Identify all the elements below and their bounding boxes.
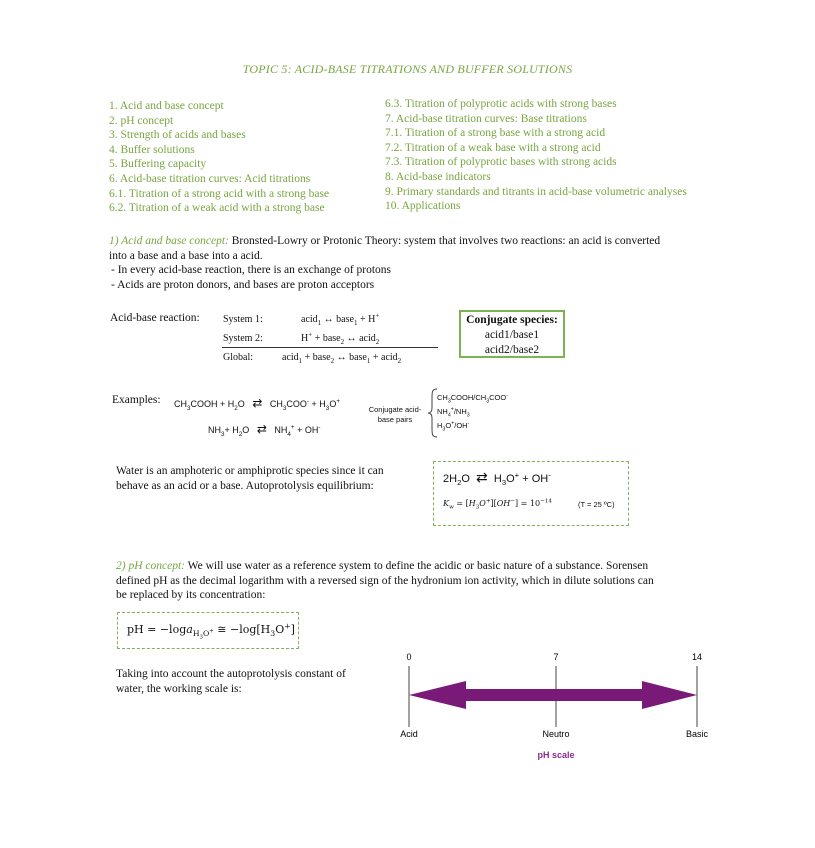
- toc-item[interactable]: 7.1. Titration of a strong base with a strong acid: [385, 127, 606, 140]
- section-acid-base-concept: [109, 234, 749, 292]
- section-ph-concept: [116, 559, 736, 603]
- toc-item[interactable]: 6.3. Titration of polyprotic acids with strong bases: [385, 98, 617, 110]
- section-heading: 2) pH concept:: [116, 560, 185, 572]
- label-neutral: Neutro: [542, 729, 570, 739]
- tick-label-7: 7: [553, 652, 559, 662]
- label-basic: Basic: [685, 729, 709, 739]
- system2-label: System 2:: [223, 333, 263, 344]
- page-title: TOPIC 5: ACID-BASE TITRATIONS AND BUFFER SOLUTIONS: [242, 62, 573, 76]
- pair-item: $NH_4^+/NH_3$: [437, 406, 470, 419]
- toc-item[interactable]: 7.3. Titration of polyprotic bases with strong acids: [385, 156, 617, 169]
- toc-item[interactable]: 5. Buffering capacity: [109, 158, 207, 171]
- example-reaction-1: $CH_3COOH + H_2O$ ⇄ $CH_3COO^- + H_3O^+$: [174, 396, 341, 412]
- toc-right: [385, 97, 687, 214]
- toc-item[interactable]: 3. Strength of acids and bases: [109, 129, 246, 142]
- conjugate-species-box: [459, 310, 565, 358]
- conjugate-line: acid1/base1: [484, 329, 540, 341]
- label-acid: Acid: [400, 729, 418, 739]
- bullet-item: - In every acid-base reaction, there is an exchange of protons: [111, 264, 392, 277]
- example-reaction-2: $NH_3+ H_2O$ ⇄ $NH_4^+ + OH^-$: [208, 422, 321, 438]
- toc-item[interactable]: 9. Primary standards and titrants in acid-base volumetric analyses: [385, 185, 687, 198]
- toc-item[interactable]: 7. Acid-base titration curves: Base titrations: [385, 112, 587, 125]
- bullet-item: - Acids are proton donors, and bases are proton acceptors: [111, 278, 375, 291]
- toc-item[interactable]: 8. Acid-base indicators: [385, 170, 491, 183]
- reaction-label: Acid-base reaction:: [110, 312, 200, 324]
- section-text: defined pH as the decimal logarithm with a reversed sign of the hydronium ion activity, which in dilute solutions can: [116, 574, 654, 587]
- ph-scale-diagram: [380, 645, 720, 770]
- examples-label: Examples:: [112, 394, 161, 406]
- global-equation: acid$_1$ + base$_2$ ↔ base$_1$ + acid$_2$: [282, 352, 402, 365]
- toc-item[interactable]: 1. Acid and base concept: [109, 100, 224, 112]
- section-heading: 1) Acid and base concept:: [109, 235, 229, 247]
- conjugate-title: Conjugate species:: [466, 314, 558, 326]
- system2-equation: H+ + base$_2$ ↔ acid$_2$: [301, 330, 380, 346]
- water-paragraph: Water is an amphoteric or amphiprotic species since it can behave as an acid or a base. Autoprotolysis equilibrium:: [116, 465, 384, 492]
- toc-item[interactable]: 7.2. Titration of a weak base with a strong acid: [385, 141, 601, 154]
- system1-label: System 1:: [223, 314, 263, 325]
- toc-item[interactable]: 6.1. Titration of a strong acid with a strong base: [109, 187, 330, 200]
- kw-equation: $K_w = [H_3O^+][OH^-] = 10^{-14}$: [443, 498, 552, 511]
- toc-item[interactable]: 2. pH concept: [109, 114, 174, 127]
- autoprotolysis-equation: $2H_2O$ ⇄ $H_3O^+ + OH^-$: [443, 469, 551, 488]
- conjugate-pairs-label: Conjugate acid- base pairs: [368, 405, 422, 424]
- toc-item[interactable]: 6.2. Titration of a weak acid with a strong base: [109, 202, 325, 215]
- section-text: into a base and a base into a acid.: [109, 249, 263, 262]
- ph-scale-caption: pH scale: [537, 750, 575, 760]
- ph-definition-box: [117, 612, 299, 649]
- pair-item: $H_3O^+/OH^-$: [437, 420, 470, 433]
- conjugate-line: acid2/base2: [484, 344, 540, 356]
- conjugate-pairs-list: [437, 391, 508, 433]
- pair-item: $CH_3COOH/CH_3COO^-$: [437, 392, 508, 405]
- tick-label-0: 0: [406, 652, 412, 662]
- global-label: Global:: [223, 352, 253, 363]
- section-text: be replaced by its concentration:: [116, 589, 266, 602]
- ph-definition: pH = −loga$_{H_3O^+}$ ≅ $-\log[H_3O^+]$: [127, 621, 295, 641]
- system1-equation: acid$_1$ ↔ base$_1$ + H+: [301, 311, 380, 327]
- section-text: We will use water as a reference system to define the acidic or basic nature of a substance. Sorensen: [184, 560, 649, 572]
- temperature-note: (T = 25 ºC): [578, 500, 615, 509]
- scale-paragraph: Taking into account the autoprotolysis constant of water, the working scale is:: [116, 668, 346, 695]
- toc-item[interactable]: 4. Buffer solutions: [109, 143, 195, 156]
- section-text: Bronsted-Lowry or Protonic Theory: system that involves two reactions: an acid is converted: [228, 235, 661, 247]
- autoprotolysis-box: [433, 461, 629, 526]
- toc-item[interactable]: 6. Acid-base titration curves: Acid titrations: [109, 172, 311, 185]
- double-arrow-icon: [409, 681, 697, 709]
- toc-left: [109, 99, 329, 216]
- tick-label-14: 14: [691, 652, 703, 662]
- toc-item[interactable]: 10. Applications: [385, 200, 461, 213]
- reaction-divider: [222, 347, 438, 348]
